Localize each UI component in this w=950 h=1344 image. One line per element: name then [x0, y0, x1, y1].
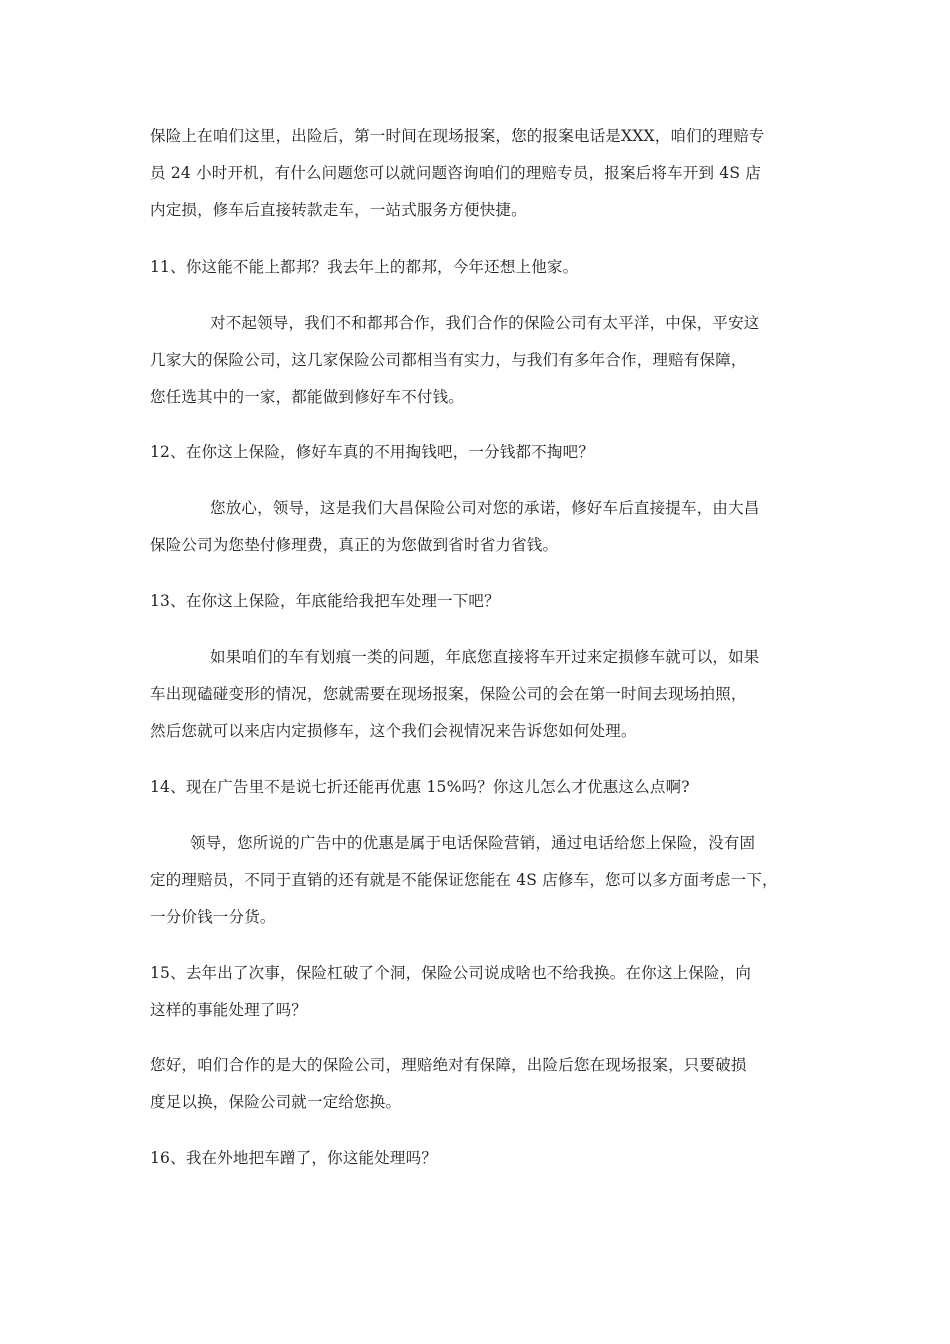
paragraph-question-11	[150, 249, 815, 286]
paragraph-answer-14	[150, 825, 815, 936]
text-line: 几家大的保险公司，这几家保险公司都相当有实力，与我们有多年合作，理赔有保障，	[150, 351, 747, 369]
text-line: 您任选其中的一家，都能做到修好车不付钱。	[150, 388, 465, 406]
paragraph-question-13	[150, 583, 815, 620]
question-line: 16、我在外地把车蹭了，你这能处理吗？	[150, 1149, 438, 1167]
paragraph-question-14	[150, 769, 815, 806]
text-line: 领导，您所说的广告中的优惠是属于电话保险营销，通过电话给您上保险，没有固	[190, 834, 756, 852]
text-line: 定的理赔员，不同于直销的还有就是不能保证您能在 4S 店修车，您可以多方面考虑一下，	[150, 871, 778, 889]
paragraph-question-15	[150, 955, 815, 1029]
text-line: 内定损，修车后直接转款走车，一站式服务方便快捷。	[150, 201, 527, 219]
text-line: 如果咱们的车有划痕一类的问题，年底您直接将车开过来定损修车就可以，如果	[210, 648, 760, 666]
question-line: 这样的事能处理了吗？	[150, 1001, 308, 1019]
question-line: 13、在你这上保险，年底能给我把车处理一下吧？	[150, 592, 500, 610]
paragraph-answer-12	[150, 490, 815, 564]
text-line: 对不起领导，我们不和都邦合作，我们合作的保险公司有太平洋，中保，平安这	[210, 314, 760, 332]
text-line: 度足以换，保险公司就一定给您换。	[150, 1093, 402, 1111]
question-line: 14、现在广告里不是说七折还能再优惠 15%吗？你这儿怎么才优惠这么点啊?	[150, 778, 690, 796]
text-line: 车出现磕碰变形的情况，您就需要在现场报案，保险公司的会在第一时间去现场拍照，	[150, 685, 747, 703]
text-line: 您好，咱们合作的是大的保险公司，理赔绝对有保障，出险后您在现场报案，只要破损	[150, 1056, 747, 1074]
text-line: 您放心，领导，这是我们大昌保险公司对您的承诺，修好车后直接提车，由大昌	[210, 499, 760, 517]
text-line: 然后您就可以来店内定损修车，这个我们会视情况来告诉您如何处理。	[150, 722, 637, 740]
paragraph-answer-13	[150, 639, 815, 750]
paragraph-answer-10-continued	[150, 118, 815, 229]
paragraph-answer-15	[150, 1047, 815, 1121]
text-line: 员 24 小时开机，有什么问题您可以就问题咨询咱们的理赔专员，报案后将车开到 4S 店	[150, 164, 762, 182]
text-line: 一分价钱一分货。	[150, 908, 276, 926]
text-line: 保险上在咱们这里，出险后，第一时间在现场报案，您的报案电话是XXX，咱们的理赔专	[150, 127, 765, 145]
question-line: 12、在你这上保险，修好车真的不用掏钱吧，一分钱都不掏吧？	[150, 443, 595, 461]
paragraph-question-16	[150, 1140, 815, 1177]
question-line: 15、去年出了次事，保险杠破了个洞，保险公司说成啥也不给我换。在你这上保险，向	[150, 964, 752, 982]
paragraph-question-12	[150, 434, 815, 471]
text-line: 保险公司为您垫付修理费，真正的为您做到省时省力省钱。	[150, 536, 559, 554]
paragraph-answer-11	[150, 305, 815, 416]
question-line: 11、你这能不能上都邦？我去年上的都邦，今年还想上他家。	[150, 258, 579, 276]
